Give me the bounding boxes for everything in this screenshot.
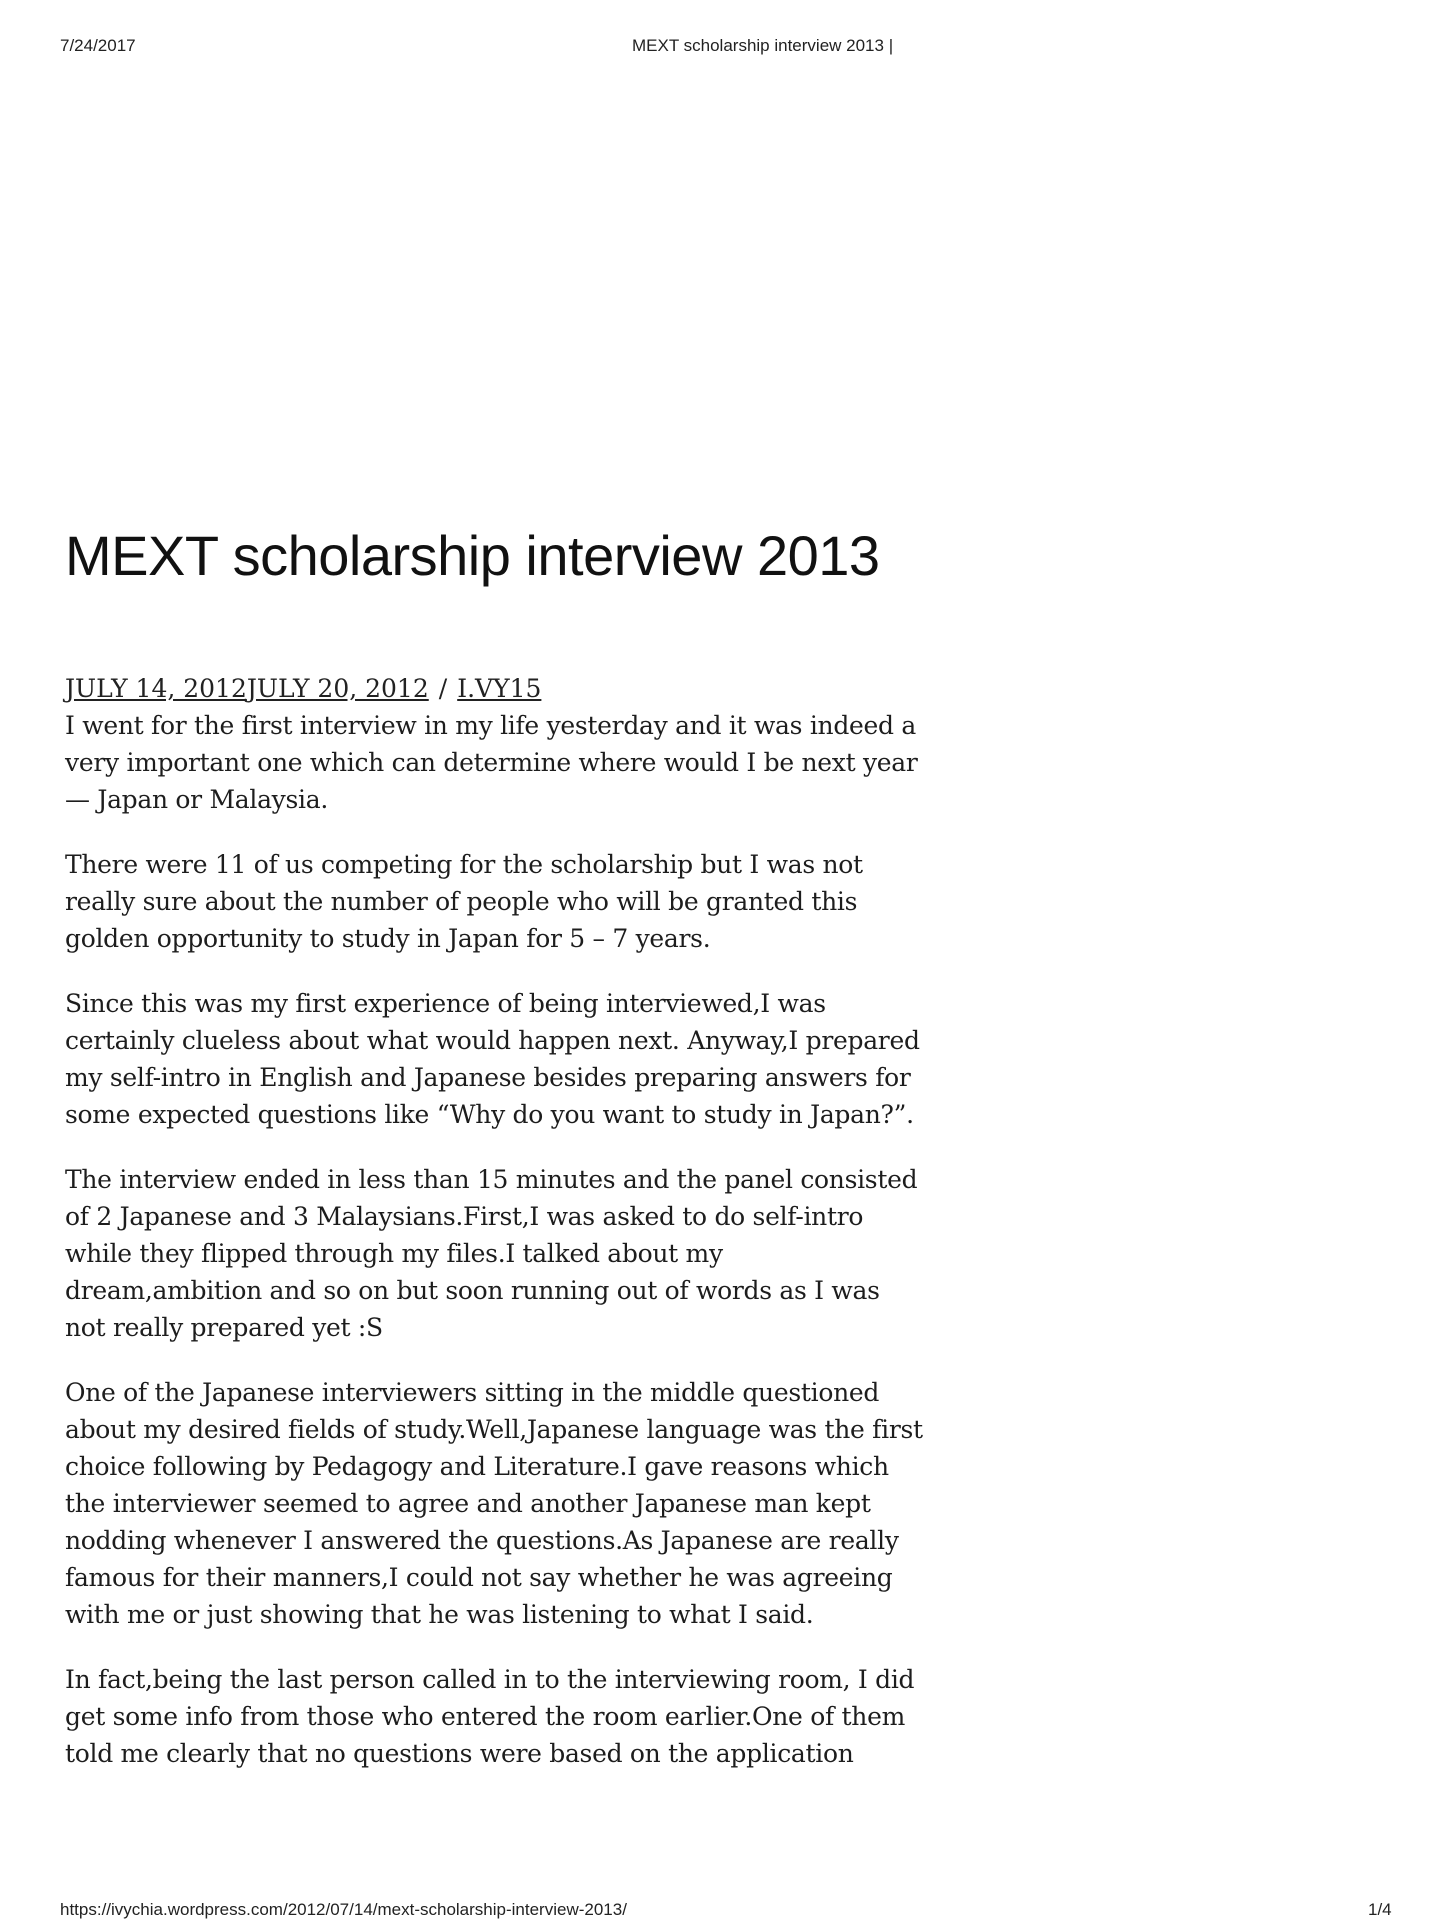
posted-date-link[interactable]: JULY 14, 2012 (65, 674, 247, 703)
article (65, 520, 925, 1800)
meta-separator: / (438, 674, 448, 703)
post-meta (65, 670, 925, 707)
paragraph-1: I went for the first interview in my life yesterday and it was indeed a very important one which can determine where would I be next year — Japan or Malaysia. (65, 711, 918, 814)
page-number: 1/4 (1368, 1900, 1392, 1919)
article-title: MEXT scholarship interview 2013 (65, 524, 880, 587)
print-header (0, 36, 1440, 60)
print-url: https://ivychia.wordpress.com/2012/07/14/mext-scholarship-interview-2013/ (60, 1900, 627, 1919)
paragraph-5: One of the Japanese interviewers sitting in the middle questioned about my desired fields of study.Well,Japanese language was the first choice following by Pedagogy and Literature.I gave reasons which the interviewer seemed to agree and another Japanese man kept nodding whenever I answered the questions.As Japanese are really famous for their manners,I could not say whether he was agreeing with me or just showing that he was listening to what I said. (65, 1378, 923, 1629)
print-footer (0, 1900, 1440, 1924)
paragraph-4: The interview ended in less than 15 minutes and the panel consisted of 2 Japanese and 3 Malaysians.First,I was asked to do self-intro while they flipped through my files.I talked about my dream,ambition and so on but soon running out of words as I was not really prepared yet :S (65, 1165, 918, 1342)
paragraph-2: There were 11 of us competing for the scholarship but I was not really sure about the number of people who will be granted this golden opportunity to study in Japan for 5 – 7 years. (65, 850, 863, 953)
print-date: 7/24/2017 (60, 36, 136, 55)
article-body (65, 707, 925, 1772)
paragraph-3: Since this was my first experience of being interviewed,I was certainly clueless about what would happen next. Anyway,I prepared my self-intro in English and Japanese besides preparing answers for some expected questions like “Why do you want to study in Japan?”. (65, 989, 920, 1129)
author-link[interactable]: I.VY15 (457, 674, 542, 703)
updated-date-link[interactable]: JULY 20, 2012 (246, 674, 429, 703)
paragraph-6: In fact,being the last person called in to the interviewing room, I did get some info from those who entered the room earlier.One of them told me clearly that no questions were based on the application (65, 1665, 915, 1768)
print-page-title: MEXT scholarship interview 2013 | (632, 36, 894, 55)
